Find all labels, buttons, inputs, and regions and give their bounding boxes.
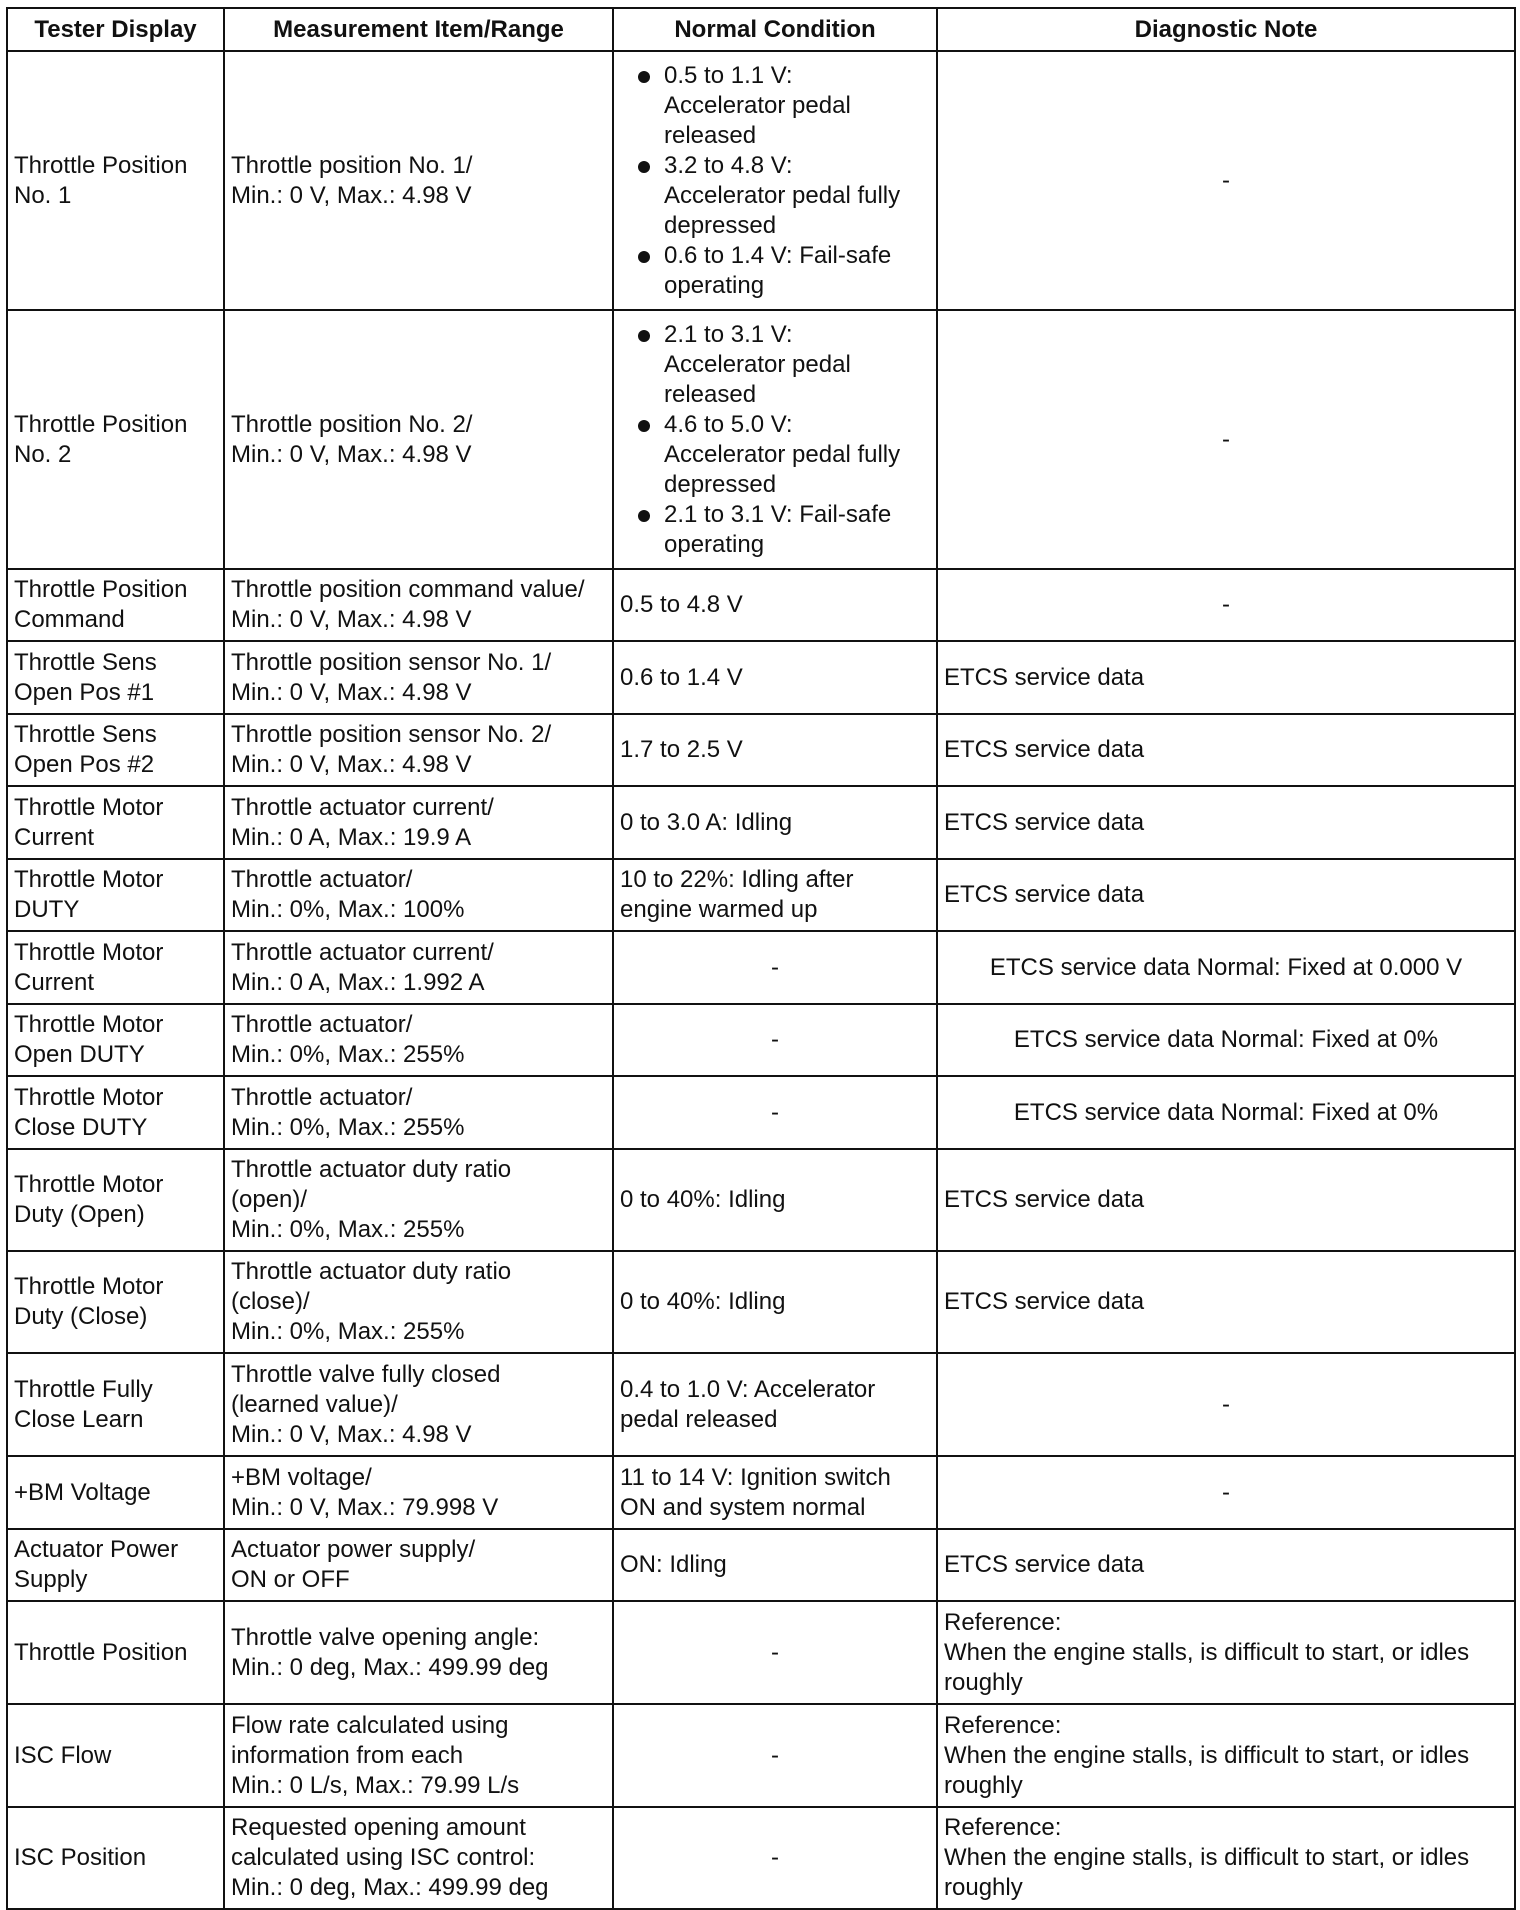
measurement-cell <box>224 1529 613 1601</box>
measurement-line: calculated using ISC control: <box>231 1844 536 1871</box>
tester-display-line: Open Pos #2 <box>14 751 155 778</box>
bullet-line: depressed <box>664 470 777 498</box>
measurement-line: Min.: 0 A, Max.: 1.992 A <box>231 968 485 996</box>
header-diagnostic-note: Diagnostic Note <box>937 8 1515 51</box>
diagnostic-note-line: ETCS service data <box>944 881 1145 908</box>
tester-display-line: Throttle Position <box>14 151 188 179</box>
table-row <box>7 310 1515 569</box>
measurement-line: (open)/ <box>231 1186 308 1213</box>
normal-condition-line: 0.4 to 1.0 V: Accelerator <box>620 1375 876 1403</box>
diagnostic-note-line: - <box>1222 425 1230 453</box>
bullet-item <box>620 61 930 151</box>
measurement-line: Min.: 0%, Max.: 255% <box>231 1216 465 1243</box>
normal-condition-line: 0 to 40%: Idling <box>620 1288 786 1315</box>
measurement-line: Throttle actuator current/ <box>231 793 494 821</box>
diagnostic-note-cell <box>937 1704 1515 1807</box>
measurement-cell <box>224 1251 613 1353</box>
tester-display-line: Supply <box>14 1566 88 1593</box>
normal-condition-cell <box>613 714 937 786</box>
diagnostic-note-line: - <box>1222 1478 1230 1506</box>
table-row <box>7 641 1515 714</box>
table-row <box>7 1601 1515 1704</box>
measurement-line: information from each <box>231 1741 464 1769</box>
header-row <box>7 8 1515 51</box>
diagnostic-note-cell <box>937 931 1515 1004</box>
diagnostic-note-line: roughly <box>944 1668 1023 1696</box>
tester-display-line: Throttle Sens <box>14 721 157 748</box>
measurement-cell <box>224 1807 613 1909</box>
header-tester-display: Tester Display <box>7 8 224 51</box>
tester-display-cell <box>7 1807 224 1909</box>
measurement-line: Min.: 0%, Max.: 100% <box>231 896 465 923</box>
normal-condition-cell <box>613 859 937 931</box>
measurement-line: +BM voltage/ <box>231 1463 372 1491</box>
bullet-item <box>620 500 930 560</box>
measurement-line: Min.: 0 deg, Max.: 499.99 deg <box>231 1874 549 1901</box>
diagnostic-note-cell <box>937 569 1515 641</box>
measurement-line: Throttle valve fully closed <box>231 1360 501 1388</box>
measurement-line: Throttle actuator/ <box>231 1011 413 1038</box>
tester-display-cell <box>7 714 224 786</box>
tester-display-line: Open DUTY <box>14 1041 145 1068</box>
normal-condition-line: - <box>771 1741 779 1769</box>
table-row <box>7 1353 1515 1456</box>
measurement-cell <box>224 714 613 786</box>
tester-display-line: Command <box>14 606 125 633</box>
tester-display-line: Duty (Close) <box>14 1303 148 1330</box>
tester-display-line: Actuator Power <box>14 1536 179 1563</box>
normal-condition-cell <box>613 51 937 310</box>
normal-condition-line: pedal released <box>620 1405 778 1433</box>
measurement-line: Min.: 0 V, Max.: 4.98 V <box>231 1420 472 1448</box>
measurement-line: Throttle actuator duty ratio <box>231 1258 512 1285</box>
measurement-line: Min.: 0 A, Max.: 19.9 A <box>231 823 472 851</box>
diagnostic-note-cell <box>937 1076 1515 1149</box>
measurement-cell <box>224 1456 613 1529</box>
measurement-cell <box>224 1704 613 1807</box>
bullet-line: Accelerator pedal <box>664 91 851 119</box>
diagnostic-note-cell <box>937 310 1515 569</box>
diagnostic-note-line: ETCS service data <box>944 663 1145 691</box>
measurement-line: Throttle actuator current/ <box>231 938 494 966</box>
tester-display-cell <box>7 641 224 714</box>
measurement-line: Min.: 0 V, Max.: 4.98 V <box>231 440 472 468</box>
normal-condition-cell <box>613 1601 937 1704</box>
measurement-cell <box>224 1601 613 1704</box>
measurement-line: Flow rate calculated using <box>231 1711 509 1739</box>
normal-condition-line: 0 to 3.0 A: Idling <box>620 808 793 836</box>
bullet-line: Accelerator pedal fully <box>664 181 901 209</box>
normal-condition-cell <box>613 641 937 714</box>
table-row <box>7 1807 1515 1909</box>
table-row <box>7 1529 1515 1601</box>
table-row <box>7 51 1515 310</box>
bullet-line: 0.5 to 1.1 V: <box>664 61 793 89</box>
tester-display-cell <box>7 569 224 641</box>
diagnostic-note-cell <box>937 786 1515 859</box>
diagnostic-note-line: Reference: <box>944 1711 1062 1739</box>
measurement-cell <box>224 1004 613 1076</box>
normal-condition-cell <box>613 1529 937 1601</box>
measurement-line: Throttle position sensor No. 1/ <box>231 648 552 676</box>
normal-condition-line: 0 to 40%: Idling <box>620 1186 786 1213</box>
measurement-line: Min.: 0%, Max.: 255% <box>231 1113 465 1141</box>
measurement-cell <box>224 641 613 714</box>
tester-display-line: Current <box>14 823 95 851</box>
tester-display-line: +BM Voltage <box>14 1478 151 1506</box>
diagnostic-note-line: ETCS service data <box>944 808 1145 836</box>
bullet-line: released <box>664 380 757 408</box>
table-row <box>7 1149 1515 1251</box>
measurement-line: (learned value)/ <box>231 1390 398 1418</box>
header-normal-condition: Normal Condition <box>613 8 937 51</box>
tester-display-cell <box>7 786 224 859</box>
diagnostic-note-line: ETCS service data Normal: Fixed at 0.000 V <box>989 953 1463 981</box>
table-row <box>7 1456 1515 1529</box>
bullet-line: released <box>664 121 757 149</box>
measurement-line: Min.: 0 deg, Max.: 499.99 deg <box>231 1653 549 1681</box>
bullet-line: 0.6 to 1.4 V: Fail-safe <box>664 241 892 269</box>
bullet-line: operating <box>664 271 765 299</box>
normal-condition-line: ON and system normal <box>620 1493 866 1521</box>
tester-display-cell <box>7 51 224 310</box>
tester-display-cell <box>7 931 224 1004</box>
diagnostic-note-line: Reference: <box>944 1608 1062 1636</box>
normal-condition-line: - <box>771 1844 779 1871</box>
diagnostic-note-line: - <box>1222 1390 1230 1418</box>
normal-condition-cell <box>613 1353 937 1456</box>
measurement-line: Throttle position command value/ <box>231 576 585 603</box>
tester-display-cell <box>7 1456 224 1529</box>
normal-condition-line: 10 to 22%: Idling after <box>620 866 854 893</box>
tester-display-line: No. 1 <box>14 181 72 209</box>
measurement-line: Throttle position sensor No. 2/ <box>231 721 552 748</box>
data-list-sheet <box>6 7 1514 1910</box>
diagnostic-note-cell <box>937 1251 1515 1353</box>
diagnostic-note-line: Reference: <box>944 1814 1062 1841</box>
measurement-cell <box>224 1149 613 1251</box>
measurement-line: Requested opening amount <box>231 1814 526 1841</box>
tester-display-cell <box>7 1601 224 1704</box>
table-row <box>7 931 1515 1004</box>
diagnostic-note-cell <box>937 859 1515 931</box>
measurement-line: Throttle actuator/ <box>231 866 413 893</box>
normal-condition-cell <box>613 786 937 859</box>
normal-condition-line: 0.6 to 1.4 V <box>620 663 743 691</box>
measurement-cell <box>224 1076 613 1149</box>
normal-condition-list <box>620 61 930 301</box>
tester-display-cell <box>7 1529 224 1601</box>
tester-display-line: Throttle Sens <box>14 648 157 676</box>
tester-display-line: ISC Flow <box>14 1741 112 1769</box>
bullet-item <box>620 320 930 410</box>
tester-display-line: Throttle Motor <box>14 793 164 821</box>
measurement-line: Min.: 0 L/s, Max.: 79.99 L/s <box>231 1771 520 1799</box>
bullet-line: depressed <box>664 211 777 239</box>
normal-condition-line: engine warmed up <box>620 896 818 923</box>
tester-display-cell <box>7 1704 224 1807</box>
bullet-item <box>620 241 930 301</box>
tester-display-line: Throttle Motor <box>14 1171 164 1198</box>
normal-condition-cell <box>613 1251 937 1353</box>
diagnostic-note-cell <box>937 1353 1515 1456</box>
measurement-cell <box>224 51 613 310</box>
tester-display-line: Throttle Position <box>14 1638 188 1666</box>
bullet-item <box>620 410 930 500</box>
tester-display-line: Current <box>14 968 95 996</box>
table-row <box>7 714 1515 786</box>
diagnostic-note-line: ETCS service data <box>944 736 1145 763</box>
measurement-cell <box>224 859 613 931</box>
diagnostic-note-line: When the engine stalls, is difficult to start, or idles <box>944 1844 1470 1871</box>
normal-condition-line: ON: Idling <box>620 1551 727 1578</box>
measurement-line: Min.: 0 V, Max.: 4.98 V <box>231 678 472 706</box>
measurement-cell <box>224 931 613 1004</box>
tester-display-cell <box>7 1251 224 1353</box>
tester-display-cell <box>7 859 224 931</box>
measurement-cell <box>224 1353 613 1456</box>
normal-condition-line: 1.7 to 2.5 V <box>620 736 743 763</box>
tester-display-line: Duty (Open) <box>14 1201 145 1228</box>
bullet-line: 3.2 to 4.8 V: <box>664 151 793 179</box>
diagnostic-note-cell <box>937 51 1515 310</box>
measurement-line: Min.: 0 V, Max.: 4.98 V <box>231 751 472 778</box>
diagnostic-note-line: ETCS service data Normal: Fixed at 0% <box>1013 1026 1439 1053</box>
tester-display-line: Throttle Motor <box>14 866 164 893</box>
diagnostic-note-cell <box>937 1807 1515 1909</box>
measurement-cell <box>224 786 613 859</box>
measurement-cell <box>224 310 613 569</box>
table-row <box>7 1251 1515 1353</box>
diagnostic-note-line: roughly <box>944 1874 1023 1901</box>
bullet-line: Accelerator pedal fully <box>664 440 901 468</box>
tester-display-line: Close Learn <box>14 1405 144 1433</box>
measurement-line: Throttle actuator duty ratio <box>231 1156 512 1183</box>
tester-display-line: Throttle Fully <box>14 1375 153 1403</box>
normal-condition-cell <box>613 1004 937 1076</box>
measurement-line: Min.: 0 V, Max.: 4.98 V <box>231 181 472 209</box>
bullet-line: 4.6 to 5.0 V: <box>664 410 793 438</box>
header-measurement-item: Measurement Item/Range <box>224 8 613 51</box>
normal-condition-line: 0.5 to 4.8 V <box>620 591 743 618</box>
measurement-line: ON or OFF <box>231 1566 350 1593</box>
table-row <box>7 569 1515 641</box>
normal-condition-cell <box>613 1149 937 1251</box>
tester-display-line: Throttle Motor <box>14 1011 164 1038</box>
table-body <box>7 51 1515 1909</box>
diagnostic-note-cell <box>937 641 1515 714</box>
tester-display-line: Throttle Motor <box>14 938 164 966</box>
bullet-line: 2.1 to 3.1 V: Fail-safe <box>664 500 892 528</box>
tester-display-cell <box>7 1076 224 1149</box>
diagnostic-note-line: When the engine stalls, is difficult to start, or idles <box>944 1741 1470 1769</box>
diagnostic-note-line: ETCS service data <box>944 1186 1145 1213</box>
bullet-line: Accelerator pedal <box>664 350 851 378</box>
normal-condition-line: - <box>771 953 779 981</box>
normal-condition-cell <box>613 1807 937 1909</box>
diagnostic-note-line: ETCS service data Normal: Fixed at 0% <box>1013 1098 1439 1126</box>
table-row <box>7 859 1515 931</box>
measurement-line: Throttle position No. 1/ <box>231 151 473 179</box>
measurement-line: (close)/ <box>231 1288 310 1315</box>
normal-condition-line: 11 to 14 V: Ignition switch <box>620 1463 891 1491</box>
tester-display-line: Throttle Motor <box>14 1273 164 1300</box>
measurement-line: Min.: 0 V, Max.: 79.998 V <box>231 1493 499 1521</box>
measurement-line: Throttle position No. 2/ <box>231 410 473 438</box>
measurement-line: Min.: 0%, Max.: 255% <box>231 1318 465 1345</box>
tester-display-line: Open Pos #1 <box>14 678 155 706</box>
normal-condition-list <box>620 320 930 560</box>
normal-condition-cell <box>613 931 937 1004</box>
bullet-item <box>620 151 930 241</box>
normal-condition-line: - <box>771 1098 779 1126</box>
diagnostic-note-cell <box>937 1004 1515 1076</box>
measurement-line: Throttle valve opening angle: <box>231 1623 540 1651</box>
diagnostic-note-line: - <box>1222 591 1230 618</box>
diagnostic-note-cell <box>937 1529 1515 1601</box>
diagnostic-note-line: When the engine stalls, is difficult to start, or idles <box>944 1638 1470 1666</box>
table-row <box>7 1076 1515 1149</box>
normal-condition-cell <box>613 1456 937 1529</box>
diagnostic-note-line: ETCS service data <box>944 1288 1145 1315</box>
normal-condition-line: - <box>771 1638 779 1666</box>
tester-display-line: Close DUTY <box>14 1113 148 1141</box>
diagnostic-note-cell <box>937 1456 1515 1529</box>
normal-condition-line: - <box>771 1026 779 1053</box>
measurement-line: Min.: 0 V, Max.: 4.98 V <box>231 606 472 633</box>
measurement-line: Actuator power supply/ <box>231 1536 476 1563</box>
tester-display-line: DUTY <box>14 896 80 923</box>
diagnostic-note-line: - <box>1222 166 1230 194</box>
tester-display-line: Throttle Motor <box>14 1083 164 1111</box>
diagnostic-note-cell <box>937 714 1515 786</box>
measurement-cell <box>224 569 613 641</box>
table-row <box>7 786 1515 859</box>
diagnostic-note-cell <box>937 1601 1515 1704</box>
measurement-line: Throttle actuator/ <box>231 1083 413 1111</box>
tester-display-line: No. 2 <box>14 440 72 468</box>
measurement-line: Min.: 0%, Max.: 255% <box>231 1041 465 1068</box>
table-row <box>7 1004 1515 1076</box>
bullet-line: operating <box>664 530 765 558</box>
tester-display-cell <box>7 1353 224 1456</box>
bullet-line: 2.1 to 3.1 V: <box>664 320 793 348</box>
diagnostic-note-line: ETCS service data <box>944 1551 1145 1578</box>
tester-display-line: ISC Position <box>14 1844 147 1871</box>
normal-condition-cell <box>613 1704 937 1807</box>
normal-condition-cell <box>613 310 937 569</box>
tester-display-line: Throttle Position <box>14 410 188 438</box>
tester-display-cell <box>7 1149 224 1251</box>
normal-condition-cell <box>613 569 937 641</box>
tester-display-cell <box>7 310 224 569</box>
tester-display-cell <box>7 1004 224 1076</box>
normal-condition-cell <box>613 1076 937 1149</box>
diagnostic-note-line: roughly <box>944 1771 1023 1799</box>
data-list-table <box>6 7 1516 1910</box>
table-row <box>7 1704 1515 1807</box>
tester-display-line: Throttle Position <box>14 576 188 603</box>
diagnostic-note-cell <box>937 1149 1515 1251</box>
